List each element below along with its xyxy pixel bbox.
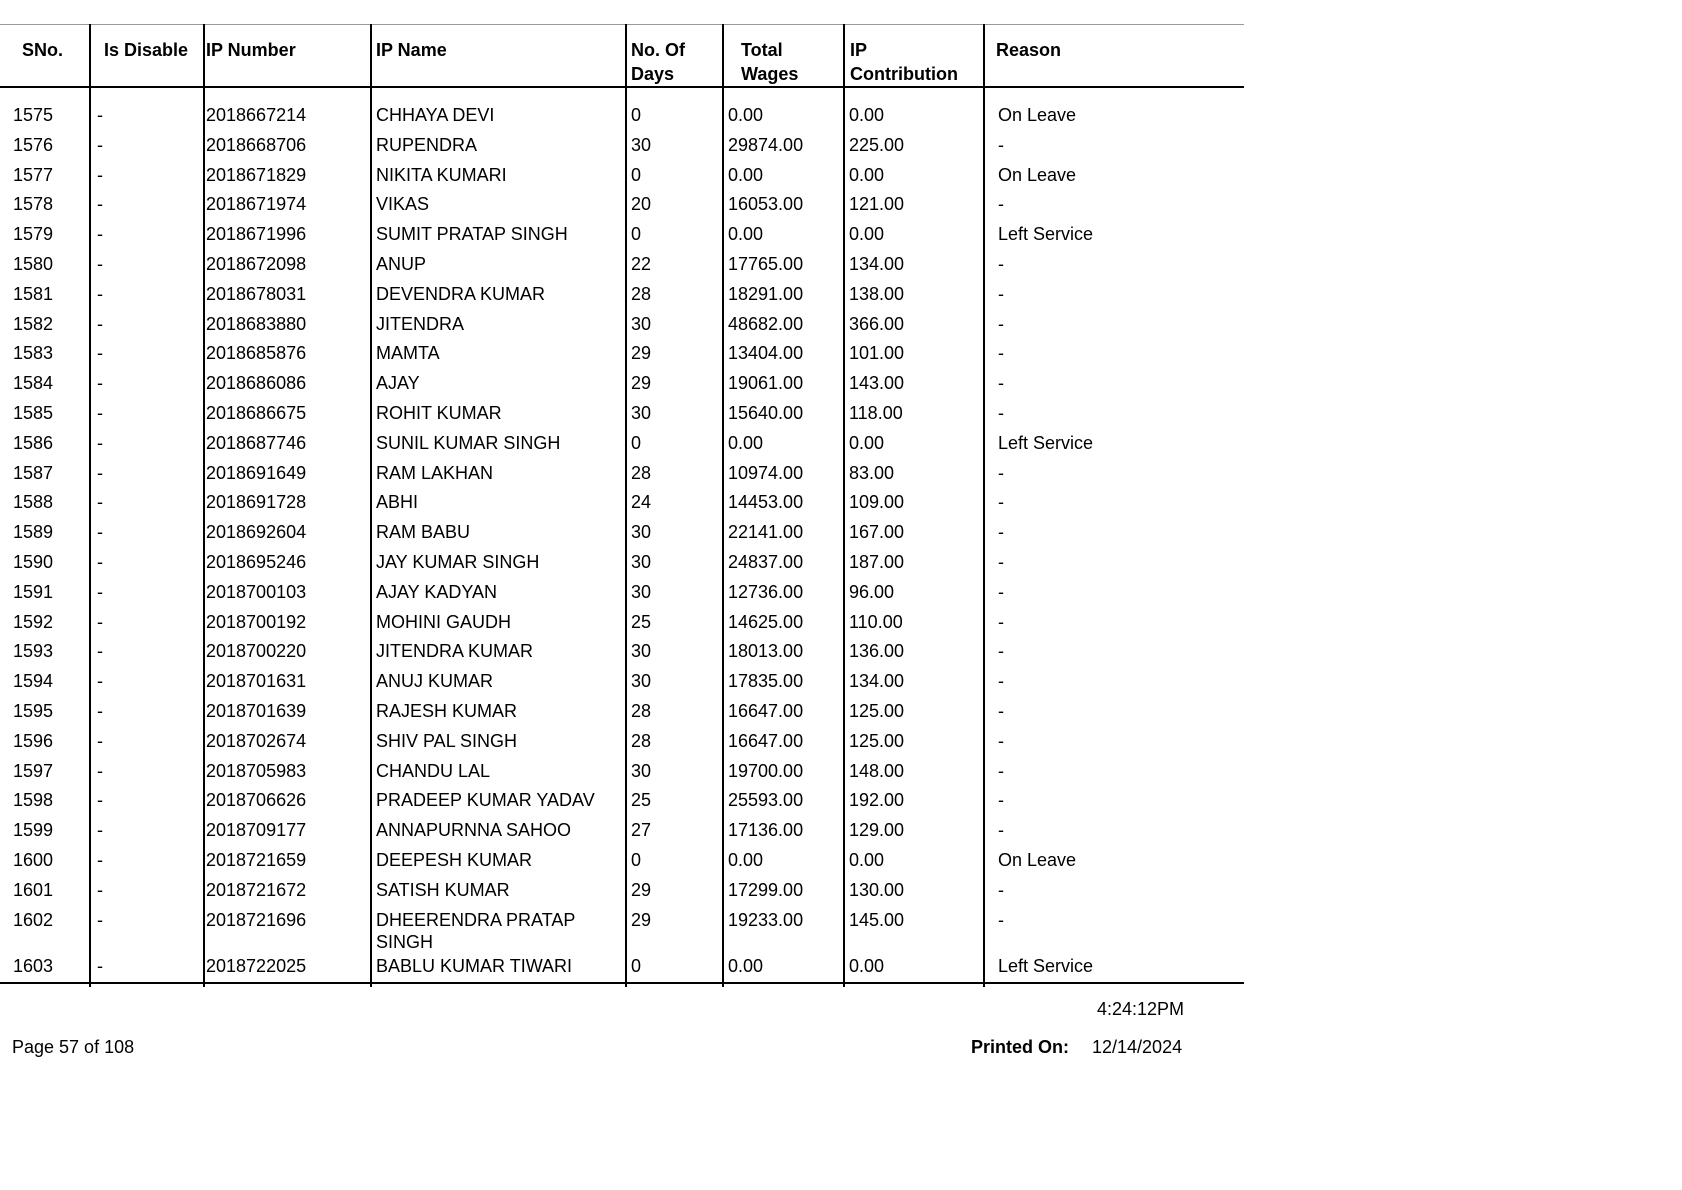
row-reason: - xyxy=(998,611,1004,632)
table-row xyxy=(0,819,1244,849)
header-ip-contribution xyxy=(850,38,958,86)
contribution-table xyxy=(0,24,1244,985)
row-reason: - xyxy=(998,373,1004,394)
table-row xyxy=(0,342,1244,372)
row-ip-name: NIKITA KUMARI xyxy=(376,164,507,185)
printed-on-date: 12/14/2024 xyxy=(1092,1037,1183,1057)
table-row xyxy=(0,849,1244,879)
table-row xyxy=(0,760,1244,790)
header-ip-name: IP Name xyxy=(376,40,447,60)
table-row xyxy=(0,700,1244,730)
row-sno: 1594 xyxy=(13,671,54,692)
row-total-wages: 10974.00 xyxy=(728,462,804,483)
row-ip-number: 2018700192 xyxy=(206,611,307,632)
row-total-wages: 18291.00 xyxy=(728,283,804,304)
row-sno: 1601 xyxy=(13,879,54,900)
row-ip-number: 2018691649 xyxy=(206,462,307,483)
row-days: 20 xyxy=(631,194,652,215)
row-sno: 1575 xyxy=(13,105,54,125)
row-reason: - xyxy=(998,462,1004,483)
row-total-wages: 0.00 xyxy=(728,955,764,976)
row-total-wages: 16647.00 xyxy=(728,700,804,721)
table-row xyxy=(0,640,1244,670)
row-ip-number: 2018700103 xyxy=(206,581,307,602)
header-total-wages-line2: Wages xyxy=(741,64,799,84)
row-ip-name: RUPENDRA xyxy=(376,134,478,155)
row-is-disable: - xyxy=(97,641,103,662)
row-reason: - xyxy=(998,283,1004,304)
row-ip-contribution: 138.00 xyxy=(849,283,905,304)
table-top-rule xyxy=(0,24,1244,25)
row-reason: - xyxy=(998,671,1004,692)
row-total-wages: 15640.00 xyxy=(728,402,804,423)
row-days: 30 xyxy=(631,313,652,334)
row-days: 30 xyxy=(631,551,652,572)
row-days: 29 xyxy=(631,373,652,394)
row-ip-number: 2018678031 xyxy=(206,283,307,304)
row-total-wages: 25593.00 xyxy=(728,790,804,811)
row-ip-number: 2018700220 xyxy=(206,641,307,662)
row-ip-name: ANUP xyxy=(376,253,427,274)
row-ip-contribution: 145.00 xyxy=(849,909,905,930)
row-days: 29 xyxy=(631,879,652,900)
row-ip-contribution: 0.00 xyxy=(849,432,885,453)
row-is-disable: - xyxy=(97,462,103,483)
row-reason: - xyxy=(998,700,1004,721)
printed-time: 4:24:12PM xyxy=(1097,999,1185,1019)
table-row xyxy=(0,253,1244,283)
row-reason: - xyxy=(998,760,1004,781)
table-header-rule xyxy=(0,86,1244,88)
table-row xyxy=(0,372,1244,402)
row-ip-name: JITENDRA KUMAR xyxy=(376,641,534,662)
row-is-disable: - xyxy=(97,879,103,900)
row-reason: - xyxy=(998,730,1004,751)
row-ip-number: 2018709177 xyxy=(206,820,307,841)
table-row xyxy=(0,730,1244,760)
header-ip-contribution-line1: IP xyxy=(850,40,868,60)
row-days: 0 xyxy=(631,105,642,125)
row-ip-name: ROHIT KUMAR xyxy=(376,402,502,423)
table-row xyxy=(0,193,1244,223)
row-ip-contribution: 130.00 xyxy=(849,879,905,900)
row-is-disable: - xyxy=(97,373,103,394)
row-days: 30 xyxy=(631,402,652,423)
row-ip-name: SATISH KUMAR xyxy=(376,879,510,900)
row-reason: Left Service xyxy=(998,224,1094,245)
row-days: 30 xyxy=(631,641,652,662)
row-ip-name: RAJESH KUMAR xyxy=(376,700,518,721)
row-ip-name: JITENDRA xyxy=(376,313,465,334)
row-days: 30 xyxy=(631,760,652,781)
row-reason: - xyxy=(998,641,1004,662)
row-sno: 1580 xyxy=(13,253,54,274)
header-reason: Reason xyxy=(996,40,1062,60)
row-ip-name: MAMTA xyxy=(376,343,440,364)
row-ip-contribution: 143.00 xyxy=(849,373,905,394)
row-ip-name: JAY KUMAR SINGH xyxy=(376,551,540,572)
row-ip-name: PRADEEP KUMAR YADAV xyxy=(376,790,595,811)
row-days: 25 xyxy=(631,611,652,632)
row-is-disable: - xyxy=(97,194,103,215)
row-total-wages: 22141.00 xyxy=(728,522,804,543)
row-total-wages: 0.00 xyxy=(728,164,764,185)
row-is-disable: - xyxy=(97,343,103,364)
row-is-disable: - xyxy=(97,909,103,930)
row-total-wages: 19700.00 xyxy=(728,760,804,781)
row-ip-number: 2018667214 xyxy=(206,105,307,125)
row-ip-number: 2018721696 xyxy=(206,909,307,930)
row-is-disable: - xyxy=(97,955,103,976)
row-ip-number: 2018671996 xyxy=(206,224,307,245)
row-is-disable: - xyxy=(97,522,103,543)
row-ip-name: DHEERENDRA PRATAP SINGH xyxy=(376,909,576,952)
row-total-wages: 16053.00 xyxy=(728,194,804,215)
row-ip-contribution: 148.00 xyxy=(849,760,905,781)
row-sno: 1592 xyxy=(13,611,54,632)
row-is-disable: - xyxy=(97,283,103,304)
row-is-disable: - xyxy=(97,700,103,721)
table-row xyxy=(0,551,1244,581)
row-ip-contribution: 125.00 xyxy=(849,730,905,751)
row-reason: - xyxy=(998,253,1004,274)
printed-on-label: Printed On: xyxy=(971,1037,1069,1057)
row-days: 28 xyxy=(631,283,652,304)
row-ip-number: 2018691728 xyxy=(206,492,307,513)
row-reason: - xyxy=(998,879,1004,900)
row-ip-name: ANNAPURNNA SAHOO xyxy=(376,820,572,841)
row-is-disable: - xyxy=(97,105,103,125)
table-row xyxy=(0,402,1244,432)
header-total-wages xyxy=(741,38,798,86)
row-ip-number: 2018686086 xyxy=(206,373,307,394)
row-total-wages: 0.00 xyxy=(728,224,764,245)
header-is-disable: Is Disable xyxy=(104,40,189,60)
row-ip-contribution: 96.00 xyxy=(849,581,895,602)
row-reason: - xyxy=(998,313,1004,334)
row-is-disable: - xyxy=(97,760,103,781)
row-ip-number: 2018686675 xyxy=(206,402,307,423)
row-is-disable: - xyxy=(97,402,103,423)
header-sno: SNo. xyxy=(22,40,64,60)
table-row xyxy=(0,432,1244,462)
row-sno: 1590 xyxy=(13,551,54,572)
row-days: 28 xyxy=(631,730,652,751)
row-ip-number: 2018705983 xyxy=(206,760,307,781)
page-number: Page 57 of 108 xyxy=(12,1037,135,1057)
row-total-wages: 24837.00 xyxy=(728,551,804,572)
row-ip-contribution: 136.00 xyxy=(849,641,905,662)
row-total-wages: 13404.00 xyxy=(728,343,804,364)
row-ip-number: 2018687746 xyxy=(206,432,307,453)
row-sno: 1599 xyxy=(13,820,54,841)
row-days: 0 xyxy=(631,432,642,453)
row-days: 28 xyxy=(631,462,652,483)
row-ip-name: DEVENDRA KUMAR xyxy=(376,283,546,304)
row-total-wages: 14625.00 xyxy=(728,611,804,632)
row-days: 0 xyxy=(631,224,642,245)
row-ip-contribution: 121.00 xyxy=(849,194,905,215)
row-ip-number: 2018668706 xyxy=(206,134,307,155)
row-ip-name: SUNIL KUMAR SINGH xyxy=(376,432,561,453)
row-ip-contribution: 0.00 xyxy=(849,955,885,976)
table-body xyxy=(0,104,1244,984)
row-sno: 1602 xyxy=(13,909,54,930)
row-ip-number: 2018721659 xyxy=(206,849,307,870)
row-sno: 1598 xyxy=(13,790,54,811)
header-ip-number: IP Number xyxy=(206,40,296,60)
row-total-wages: 18013.00 xyxy=(728,641,804,662)
row-sno: 1577 xyxy=(13,164,54,185)
row-reason: On Leave xyxy=(998,105,1077,125)
row-ip-name: DEEPESH KUMAR xyxy=(376,849,533,870)
row-days: 29 xyxy=(631,343,652,364)
row-reason: On Leave xyxy=(998,164,1077,185)
row-ip-number: 2018706626 xyxy=(206,790,307,811)
row-ip-name: ANUJ KUMAR xyxy=(376,671,494,692)
row-ip-name: CHHAYA DEVI xyxy=(376,105,495,125)
header-no-of-days-line1: No. Of xyxy=(631,40,685,60)
row-sno: 1589 xyxy=(13,522,54,543)
row-total-wages: 48682.00 xyxy=(728,313,804,334)
header-total-wages-line1: Total xyxy=(741,40,783,60)
row-ip-contribution: 225.00 xyxy=(849,134,905,155)
header-no-of-days xyxy=(631,38,685,86)
row-days: 28 xyxy=(631,700,652,721)
row-sno: 1603 xyxy=(13,955,54,976)
row-total-wages: 0.00 xyxy=(728,849,764,870)
row-reason: - xyxy=(998,134,1004,155)
row-sno: 1600 xyxy=(13,849,54,870)
row-sno: 1579 xyxy=(13,224,54,245)
row-ip-contribution: 83.00 xyxy=(849,462,895,483)
row-days: 27 xyxy=(631,820,652,841)
row-is-disable: - xyxy=(97,551,103,572)
row-ip-name: MOHINI GAUDH xyxy=(376,611,511,632)
row-is-disable: - xyxy=(97,313,103,334)
row-days: 30 xyxy=(631,671,652,692)
row-days: 29 xyxy=(631,909,652,930)
row-ip-contribution: 0.00 xyxy=(849,224,885,245)
row-ip-number: 2018672098 xyxy=(206,253,307,274)
row-sno: 1581 xyxy=(13,283,54,304)
row-ip-number: 2018695246 xyxy=(206,551,307,572)
row-ip-contribution: 0.00 xyxy=(849,164,885,185)
row-days: 22 xyxy=(631,253,652,274)
row-ip-name: AJAY KADYAN xyxy=(376,581,498,602)
table-row xyxy=(0,491,1244,521)
row-reason: - xyxy=(998,402,1004,423)
row-sno: 1584 xyxy=(13,373,54,394)
table-row xyxy=(0,909,1244,955)
row-total-wages: 29874.00 xyxy=(728,134,804,155)
row-reason: - xyxy=(998,522,1004,543)
row-sno: 1582 xyxy=(13,313,54,334)
row-sno: 1588 xyxy=(13,492,54,513)
table-row xyxy=(0,670,1244,700)
row-ip-name: RAM BABU xyxy=(376,522,471,543)
row-ip-contribution: 110.00 xyxy=(849,611,903,632)
row-sno: 1578 xyxy=(13,194,54,215)
row-ip-number: 2018685876 xyxy=(206,343,307,364)
row-reason: - xyxy=(998,820,1004,841)
table-row xyxy=(0,164,1244,194)
table-row xyxy=(0,789,1244,819)
row-total-wages: 17765.00 xyxy=(728,253,804,274)
table-row xyxy=(0,313,1244,343)
row-ip-number: 2018671974 xyxy=(206,194,307,215)
row-days: 30 xyxy=(631,581,652,602)
row-is-disable: - xyxy=(97,581,103,602)
row-reason: - xyxy=(998,790,1004,811)
table-row xyxy=(0,134,1244,164)
row-sno: 1591 xyxy=(13,581,54,602)
row-ip-name: ABHI xyxy=(376,492,419,513)
row-sno: 1595 xyxy=(13,700,54,721)
row-reason: Left Service xyxy=(998,955,1094,976)
row-ip-name: AJAY xyxy=(376,373,420,394)
row-sno: 1597 xyxy=(13,760,54,781)
row-total-wages: 17299.00 xyxy=(728,879,804,900)
row-ip-name: RAM LAKHAN xyxy=(376,462,494,483)
row-ip-number: 2018701631 xyxy=(206,671,307,692)
row-ip-contribution: 129.00 xyxy=(849,820,905,841)
row-days: 30 xyxy=(631,522,652,543)
table-row xyxy=(0,955,1244,985)
row-total-wages: 17835.00 xyxy=(728,671,804,692)
row-is-disable: - xyxy=(97,820,103,841)
row-reason: - xyxy=(998,551,1004,572)
row-ip-number: 2018701639 xyxy=(206,700,307,721)
row-ip-name: BABLU KUMAR TIWARI xyxy=(376,955,573,976)
row-sno: 1583 xyxy=(13,343,54,364)
table-row xyxy=(0,611,1244,641)
row-ip-name: CHANDU LAL xyxy=(376,760,491,781)
row-ip-number: 2018722025 xyxy=(206,955,307,976)
row-days: 0 xyxy=(631,164,642,185)
row-reason: - xyxy=(998,194,1004,215)
row-total-wages: 14453.00 xyxy=(728,492,804,513)
row-is-disable: - xyxy=(97,224,103,245)
table-row xyxy=(0,462,1244,492)
row-ip-number: 2018683880 xyxy=(206,313,307,334)
row-is-disable: - xyxy=(97,790,103,811)
header-no-of-days-line2: Days xyxy=(631,64,675,84)
row-total-wages: 0.00 xyxy=(728,105,764,125)
header-ip-contribution-line2: Contribution xyxy=(850,64,958,84)
row-is-disable: - xyxy=(97,253,103,274)
table-row xyxy=(0,581,1244,611)
row-ip-number: 2018692604 xyxy=(206,522,307,543)
row-ip-contribution: 187.00 xyxy=(849,551,905,572)
row-reason: On Leave xyxy=(998,849,1077,870)
row-ip-contribution: 118.00 xyxy=(849,402,903,423)
row-sno: 1576 xyxy=(13,134,54,155)
row-ip-contribution: 167.00 xyxy=(849,522,905,543)
row-is-disable: - xyxy=(97,671,103,692)
table-row xyxy=(0,521,1244,551)
table-row xyxy=(0,879,1244,909)
row-is-disable: - xyxy=(97,492,103,513)
row-ip-number: 2018721672 xyxy=(206,879,307,900)
table-row xyxy=(0,223,1244,253)
row-days: 0 xyxy=(631,849,642,870)
row-days: 24 xyxy=(631,492,652,513)
row-ip-name: VIKAS xyxy=(376,194,430,215)
row-sno: 1593 xyxy=(13,641,54,662)
row-total-wages: 0.00 xyxy=(728,432,764,453)
row-ip-contribution: 0.00 xyxy=(849,849,885,870)
row-reason: Left Service xyxy=(998,432,1094,453)
row-is-disable: - xyxy=(97,611,103,632)
row-ip-contribution: 109.00 xyxy=(849,492,905,513)
row-total-wages: 16647.00 xyxy=(728,730,804,751)
row-ip-name: SHIV PAL SINGH xyxy=(376,730,518,751)
row-ip-contribution: 101.00 xyxy=(849,343,905,364)
row-ip-contribution: 366.00 xyxy=(849,313,905,334)
row-ip-contribution: 0.00 xyxy=(849,105,885,125)
row-is-disable: - xyxy=(97,432,103,453)
row-total-wages: 19233.00 xyxy=(728,909,804,930)
row-ip-contribution: 192.00 xyxy=(849,790,905,811)
row-sno: 1587 xyxy=(13,462,54,483)
row-is-disable: - xyxy=(97,849,103,870)
row-reason: - xyxy=(998,581,1004,602)
row-sno: 1596 xyxy=(13,730,54,751)
row-days: 30 xyxy=(631,134,652,155)
row-days: 25 xyxy=(631,790,652,811)
row-reason: - xyxy=(998,909,1004,930)
row-total-wages: 17136.00 xyxy=(728,820,804,841)
table-row xyxy=(0,104,1244,134)
row-is-disable: - xyxy=(97,730,103,751)
row-ip-number: 2018671829 xyxy=(206,164,307,185)
row-days: 0 xyxy=(631,955,642,976)
row-ip-number: 2018702674 xyxy=(206,730,307,751)
row-total-wages: 12736.00 xyxy=(728,581,804,602)
row-ip-name: SUMIT PRATAP SINGH xyxy=(376,224,568,245)
row-is-disable: - xyxy=(97,134,103,155)
row-ip-contribution: 125.00 xyxy=(849,700,905,721)
row-sno: 1586 xyxy=(13,432,54,453)
row-ip-contribution: 134.00 xyxy=(849,671,905,692)
row-is-disable: - xyxy=(97,164,103,185)
row-ip-contribution: 134.00 xyxy=(849,253,905,274)
row-sno: 1585 xyxy=(13,402,54,423)
row-reason: - xyxy=(998,343,1004,364)
row-total-wages: 19061.00 xyxy=(728,373,804,394)
row-reason: - xyxy=(998,492,1004,513)
table-row xyxy=(0,283,1244,313)
